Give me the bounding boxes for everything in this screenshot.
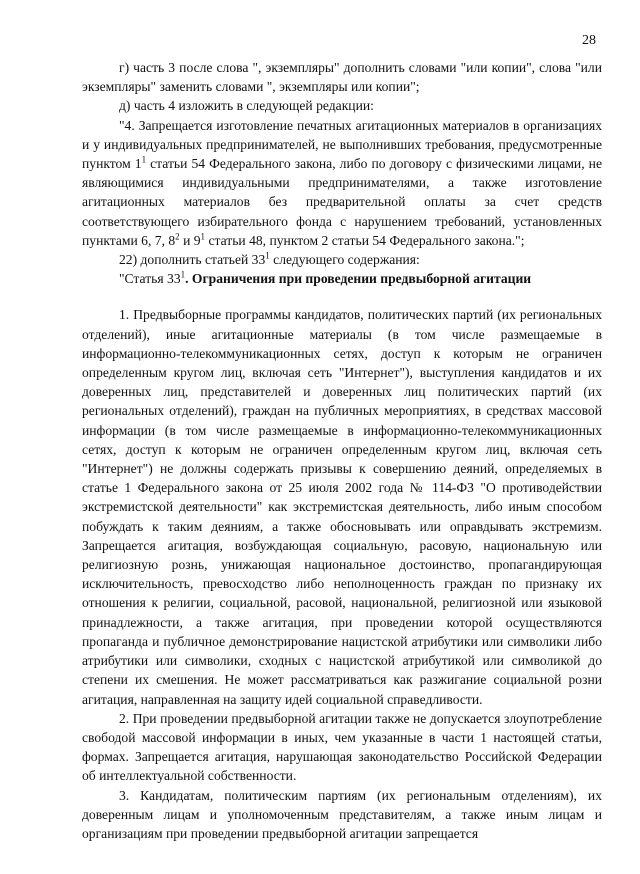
article-label: "Статья 33 bbox=[119, 271, 181, 287]
paragraph-part-4 bbox=[82, 116, 602, 250]
text-run: следующего содержания: bbox=[269, 252, 420, 268]
superscript: 2 bbox=[175, 231, 180, 242]
text-run: и 9 bbox=[179, 232, 201, 248]
paragraph-clause-3: 3. Кандидатам, политическим партиям (их региональным отделениям), их доверенным лицам и уполномоченным представителям, а также иным лицам и организациям при проведении предвыборной агитации запрещается bbox=[82, 787, 602, 841]
superscript: 1 bbox=[265, 250, 270, 261]
article-heading bbox=[82, 269, 602, 288]
article-title: . Ограничения при проведении предвыборной агитации bbox=[185, 271, 532, 287]
superscript: 1 bbox=[180, 269, 186, 280]
paragraph-clause-2: 2. При проведении предвыборной агитации также не допускается злоупотребление свободой массовой информации в иных, чем указанные в части 1 настоящей статьи, формах. Запрещается агитация, нарушающая законодательство Российской Федерации об интеллектуальной собственности. bbox=[82, 710, 602, 784]
page-number: 28 bbox=[582, 33, 596, 48]
text-run: 22) дополнить статьей 33 bbox=[119, 252, 266, 268]
paragraph-item-22 bbox=[82, 250, 602, 269]
superscript: 1 bbox=[141, 154, 147, 165]
text-run: статьи 48, пунктом 2 статьи 54 Федерального закона."; bbox=[205, 232, 525, 248]
paragraph-amendment-d: д) часть 4 изложить в следующей редакции: bbox=[119, 98, 374, 114]
text-run: "4. Запрещается изготовление печатных агитационных материалов в организациях и у индивидуальных предпринимателей, не выполнивших требования, предусмотренные пунктом 1 bbox=[82, 117, 602, 172]
document-body bbox=[82, 58, 602, 843]
superscript: 1 bbox=[200, 231, 206, 242]
paragraph-clause-1: 1. Предвыборные программы кандидатов, политических партий (их региональных отделений), иные агитационные материалы (в том числе размещаемые в информационно-телекоммуникационных сетях, доступ к которым не ограничен определенным кругом лиц, включая сеть "Интернет"), выступления кандидатов и их доверенных лиц, представителей и доверенных лиц политических партий (их региональных отделений), граждан на публичных мероприятиях, в средствах массовой информации (в том числе размещаемые в информационно-телекоммуникационных сетях, доступ к которым не ограничен определенным кругом лиц, включая сеть "Интернет") не должны содержать призывы к совершению деяний, определяемых в статье 1 Федерального закона от 25 июля 2002 года № 114-ФЗ "О противодействии экстремистской деятельности" как экстремистская деятельность, либо иным способом побуждать к таким деяниям, а также обосновывать или оправдывать экстремизм. Запрещается агитация, возбуждающая социальную, расовую, национальную или религиозную рознь, унижающая национальное достоинство, пропагандирующая исключительность, превосходство либо неполноценность граждан по признаку их отношения к религии, социальной, расовой, национальной, религиозной или языковой принадлежности, а также агитация, при проведении которой осуществляются пропаганда и публичное демонстрирование нацистской атрибутики или символики либо атрибутики или символики, сходных с нацистской атрибутикой или символикой до степени их смешения. Не может рассматриваться как разжигание социальной розни агитация, направленная на защиту идей социальной справедливости. bbox=[82, 307, 602, 707]
paragraph-amendment-g: г) часть 3 после слова ", экземпляры" дополнить словами "или копии", слова "или экземпляры" заменить словами ", экземпляры или копии"; bbox=[82, 60, 602, 95]
text-run: статьи 54 Федерального закона, либо по договору с физическими лицами, не являющимися индивидуальными предпринимателями, а также изготовление агитационных материалов без предварительной оплаты за счет средств соответствующего избирательного фонда с нарушением требований, установленных пунктами 6, 7, 8 bbox=[82, 156, 602, 248]
